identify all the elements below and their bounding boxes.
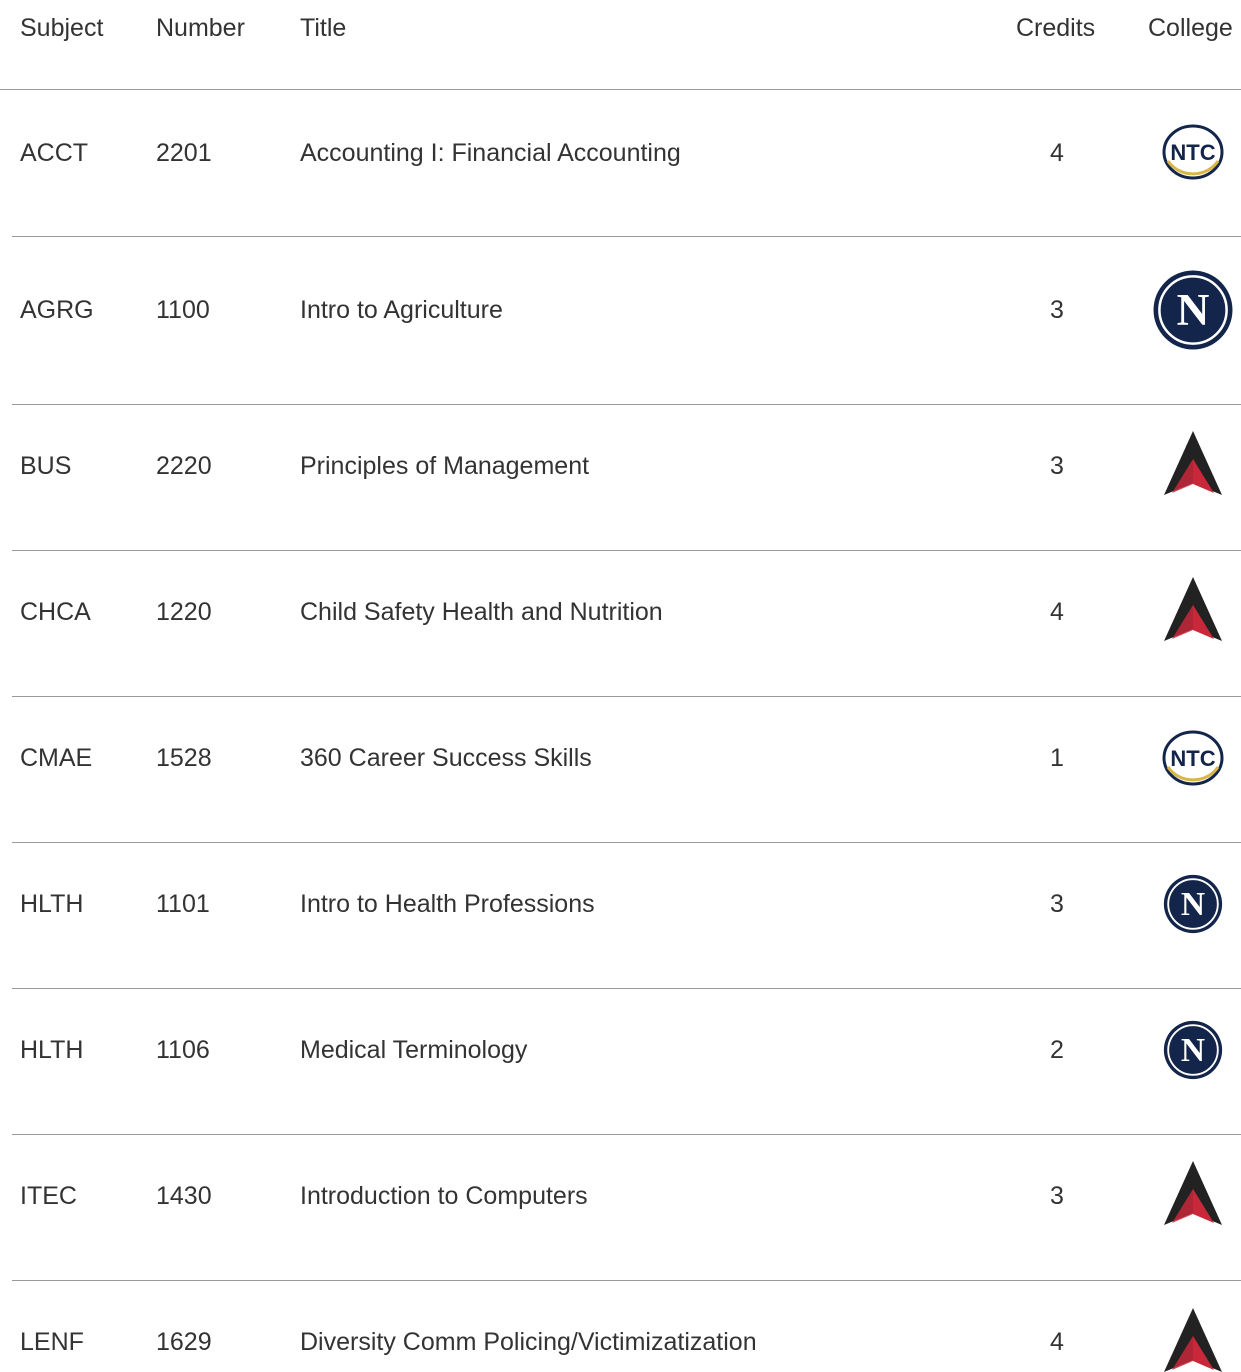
- cell-number: 2201: [156, 139, 212, 167]
- cell-number: 1528: [156, 744, 212, 772]
- cell-subject: LENF: [20, 1328, 84, 1356]
- header-number[interactable]: Number: [156, 14, 245, 42]
- cell-title[interactable]: Diversity Comm Policing/Victimizatization: [300, 1328, 757, 1356]
- cell-subject: CMAE: [20, 744, 93, 772]
- cell-subject: ACCT: [20, 139, 89, 167]
- n-circle-logo-icon: [1148, 265, 1238, 355]
- svg-text:N: N: [1180, 886, 1206, 924]
- table-row[interactable]: [0, 1281, 1241, 1372]
- cell-subject: BUS: [20, 452, 72, 480]
- table-row[interactable]: [0, 237, 1241, 405]
- header-college[interactable]: College: [1148, 14, 1233, 42]
- table-row[interactable]: [0, 989, 1241, 1135]
- table-row[interactable]: [0, 405, 1241, 551]
- cell-credits: 4: [1050, 139, 1064, 167]
- cell-subject: HLTH: [20, 1036, 84, 1064]
- ntc-logo-icon: [1148, 727, 1238, 789]
- table-row[interactable]: [0, 90, 1241, 237]
- cell-title[interactable]: 360 Career Success Skills: [300, 744, 592, 772]
- n-circle-logo-icon: [1148, 1017, 1238, 1083]
- cell-subject: HLTH: [20, 890, 84, 918]
- svg-text:N: N: [1176, 285, 1210, 336]
- svg-text:NTC: NTC: [1170, 746, 1216, 771]
- cell-credits: 2: [1050, 1036, 1064, 1064]
- cell-number: 1100: [156, 296, 210, 324]
- arrow-logo-icon: [1148, 1306, 1238, 1372]
- cell-credits: 3: [1050, 452, 1064, 480]
- svg-text:NTC: NTC: [1170, 140, 1216, 165]
- cell-subject: AGRG: [20, 296, 94, 324]
- cell-number: 1220: [156, 598, 212, 626]
- cell-credits: 4: [1050, 1328, 1064, 1356]
- cell-subject: ITEC: [20, 1182, 77, 1210]
- cell-credits: 3: [1050, 296, 1064, 324]
- header-credits[interactable]: Credits: [1016, 14, 1096, 42]
- cell-credits: 1: [1050, 744, 1064, 772]
- table-header: [0, 0, 1241, 90]
- cell-title[interactable]: Intro to Agriculture: [300, 296, 503, 324]
- header-subject[interactable]: Subject: [20, 14, 104, 42]
- cell-title[interactable]: Principles of Management: [300, 452, 590, 480]
- table-row[interactable]: [0, 843, 1241, 989]
- svg-text:N: N: [1180, 1032, 1206, 1070]
- cell-credits: 4: [1050, 598, 1064, 626]
- cell-title[interactable]: Intro to Health Professions: [300, 890, 595, 918]
- cell-number: 1629: [156, 1328, 212, 1356]
- cell-title[interactable]: Introduction to Computers: [300, 1182, 588, 1210]
- cell-credits: 3: [1050, 890, 1064, 918]
- cell-number: 1430: [156, 1182, 212, 1210]
- n-circle-logo-icon: [1148, 871, 1238, 937]
- arrow-logo-icon: [1148, 575, 1238, 647]
- cell-number: 2220: [156, 452, 212, 480]
- cell-title[interactable]: Accounting I: Financial Accounting: [300, 139, 681, 167]
- cell-subject: CHCA: [20, 598, 91, 626]
- cell-credits: 3: [1050, 1182, 1064, 1210]
- cell-title[interactable]: Child Safety Health and Nutrition: [300, 598, 663, 626]
- cell-number: 1106: [156, 1036, 210, 1064]
- arrow-logo-icon: [1148, 1159, 1238, 1231]
- header-title[interactable]: Title: [300, 14, 347, 42]
- table-row[interactable]: [0, 697, 1241, 843]
- cell-number: 1101: [156, 890, 210, 918]
- table-row[interactable]: [0, 551, 1241, 697]
- table-row[interactable]: [0, 1135, 1241, 1281]
- ntc-logo-icon: [1148, 121, 1238, 183]
- cell-title[interactable]: Medical Terminology: [300, 1036, 528, 1064]
- arrow-logo-icon: [1148, 429, 1238, 501]
